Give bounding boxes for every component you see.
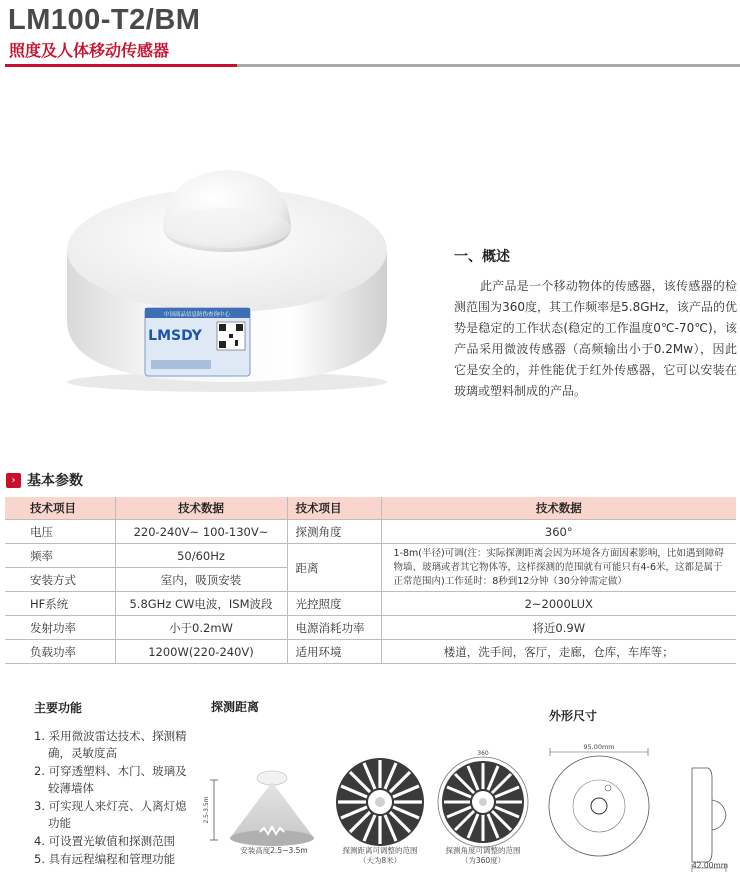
height-dimension-label: 42.00mm — [691, 861, 729, 870]
spec-value: 1-8m(半径)可调(注：实际探测距离会因为环境各方面因素影响，比如遇到障碍物墙、玻璃或者其它物体等，这样探测的范围就有可能只有4-6米，这都是属于正常范围内)工作延时：8秒到12分钟（30分钟需定做） — [381, 544, 736, 592]
spec-value: 5.8GHz CW电波，ISM波段 — [115, 592, 287, 616]
list-item: 3. 可实现人来灯亮、人离灯熄功能 — [34, 799, 187, 830]
figures-area — [200, 730, 740, 878]
spec-value: 2~2000LUX — [381, 592, 736, 616]
label-banner: 中国商品信息防伪查询中心 — [163, 312, 231, 318]
spec-value: 360° — [381, 520, 736, 544]
spec-value: 楼道，洗手间，客厅，走廊，仓库，车库等； — [381, 640, 736, 664]
spec-item: 电压 — [5, 520, 115, 544]
spec-item: 负载功率 — [5, 640, 115, 664]
col-header-value: 技术数据 — [381, 497, 736, 520]
spec-item: HF系统 — [5, 592, 115, 616]
spec-value: 1200W(220-240V) — [115, 640, 287, 664]
spec-item: 安装方式 — [5, 568, 115, 592]
header-rule — [237, 64, 740, 67]
model-number: LM100-T2/BM — [8, 4, 201, 36]
overview-text: 此产品是一个移动物体的传感器，该传感器的检测范围为360度，其工作频率是5.8GHz，该产品的优势是稳定的工作状态(稳定的工作温度0℃-70℃)，该产品采用微波传感器（高频输出小于0.2Mw），因此它是安全的，并性能优于红外传感器，它可以安装在玻璃或塑料制成的产品。 — [454, 279, 737, 398]
col-header-item: 技术项目 — [287, 497, 381, 520]
overview-heading: 一、概述 — [454, 249, 510, 265]
table-row — [5, 640, 736, 664]
col-header-value: 技术数据 — [115, 497, 287, 520]
list-item: 1. 采用微波雷达技术、探测精确，灵敏度高 — [34, 729, 187, 760]
spec-item: 距离 — [287, 544, 381, 592]
table-row — [5, 592, 736, 616]
chevron-right-icon: › — [6, 473, 21, 488]
caption-range-line1: 探测距离可调整的范围 — [342, 846, 418, 855]
angle-label: 360 — [477, 750, 489, 757]
spec-item: 探测角度 — [287, 520, 381, 544]
product-label — [145, 308, 250, 376]
detection-angle-diagram — [438, 750, 528, 847]
dimensions-title: 外形尺寸 — [549, 709, 598, 723]
caption-install-height: 安装高度2.5~3.5m — [240, 846, 308, 855]
spec-item: 电源消耗功率 — [287, 616, 381, 640]
detection-range-diagram — [336, 758, 424, 846]
spec-item: 适用环境 — [287, 640, 381, 664]
spec-table — [5, 497, 736, 664]
label-brand: LMSDY — [148, 328, 202, 344]
diameter-label: 95.00mm — [583, 743, 615, 751]
spec-value: 室内，吸顶安装 — [115, 568, 287, 592]
product-subtitle: 照度及人体移动传感器 — [9, 41, 170, 60]
installation-height-diagram — [203, 771, 314, 846]
spec-item: 发射功率 — [5, 616, 115, 640]
detection-title: 探测距离 — [211, 700, 260, 714]
dimension-side-view — [692, 768, 726, 872]
table-row — [5, 520, 736, 544]
header-rule-accent — [5, 64, 237, 67]
spec-item: 频率 — [5, 544, 115, 568]
caption-range-line2: （大为8米） — [358, 856, 402, 865]
list-item: 2. 可穿透塑料、木门、玻璃及较薄墙体 — [34, 764, 187, 795]
dimension-front-view — [549, 743, 649, 856]
spec-value: 小于0.2mW — [115, 616, 287, 640]
list-item: 4. 可设置光敏值和探测范围 — [34, 834, 176, 848]
caption-angle-line2: （为360度） — [460, 856, 506, 865]
height-label: 2.5-3.5m — [203, 796, 210, 824]
product-image — [55, 170, 400, 395]
caption-range — [326, 846, 434, 866]
caption-angle — [429, 846, 537, 866]
list-item: 5. 具有远程编程和管理功能 — [34, 852, 176, 866]
spec-item: 光控照度 — [287, 592, 381, 616]
functions-list — [34, 728, 194, 869]
spec-header-row — [5, 497, 736, 520]
table-row — [5, 616, 736, 640]
functions-title: 主要功能 — [34, 701, 83, 715]
spec-value: 将近0.9W — [381, 616, 736, 640]
params-title: 基本参数 — [27, 473, 83, 489]
caption-angle-line1: 探测角度可调整的范围 — [445, 846, 521, 855]
params-section-header — [6, 470, 83, 490]
table-row — [5, 544, 736, 568]
spec-value: 50/60Hz — [115, 544, 287, 568]
spec-value: 220-240V~ 100-130V~ — [115, 520, 287, 544]
col-header-item: 技术项目 — [5, 497, 115, 520]
